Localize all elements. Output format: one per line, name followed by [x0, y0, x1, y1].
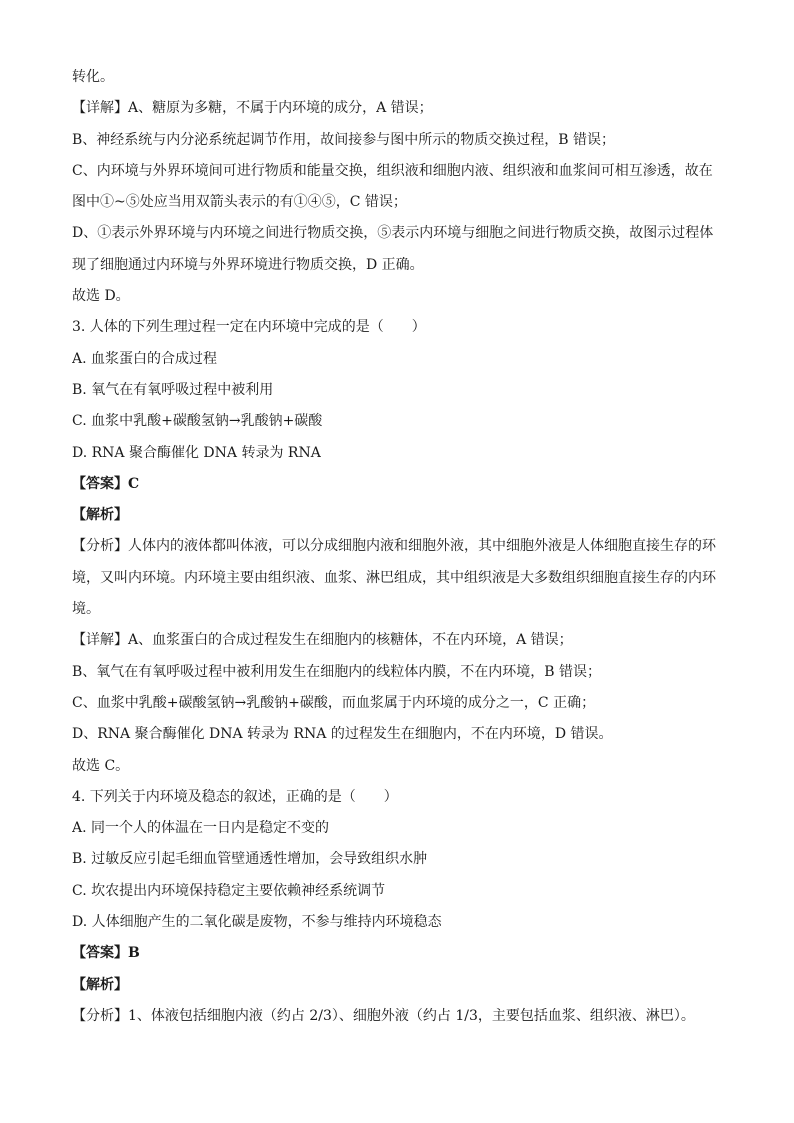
answer-label: 【答案】C	[72, 475, 140, 492]
text-line: D、RNA 聚合酶催化 DNA 转录为 RNA 的过程发生在细胞内，不在内环境，D 错误。	[72, 726, 613, 743]
analysis-label: 【解析】	[72, 976, 128, 993]
text-line: 故选 C。	[72, 757, 130, 774]
question-stem: 4. 下列关于内环境及稳态的叙述，正确的是（ ）	[72, 788, 398, 805]
text-line: 境，又叫内环境。内环境主要由组织液、血浆、淋巴组成，其中组织液是大多数组织细胞直接生存的内环	[72, 569, 716, 586]
option-b: B. 氧气在有氧呼吸过程中被利用	[72, 381, 274, 398]
text-line: C、血浆中乳酸+碳酸氢钠→乳酸钠+碳酸，而血浆属于内环境的成分之一，C 正确；	[72, 694, 596, 711]
text-line: B、氧气在有氧呼吸过程中被利用发生在细胞内的线粒体内膜，不在内环境，B 错误；	[72, 663, 602, 680]
option-d: D. 人体细胞产生的二氧化碳是废物，不参与维持内环境稳态	[72, 914, 442, 931]
text-line: 【详解】A、糖原为多糖，不属于内环境的成分，A 错误；	[72, 100, 433, 117]
option-b: B. 过敏反应引起毛细血管壁通透性增加，会导致组织水肿	[72, 851, 428, 868]
text-line: 【详解】A、血浆蛋白的合成过程发生在细胞内的核糖体，不在内环境，A 错误；	[72, 632, 573, 649]
text-line: 故选 D。	[72, 288, 130, 305]
option-a: A. 血浆蛋白的合成过程	[72, 350, 218, 367]
text-line: D、①表示外界环境与内环境之间进行物质交换，⑤表示内环境与细胞之间进行物质交换，故图示过程体	[72, 225, 714, 242]
document-page	[72, 62, 722, 1032]
option-a: A. 同一个人的体温在一日内是稳定不变的	[72, 820, 330, 837]
text-line: 图中①~⑤处应当用双箭头表示的有①④⑤，C 错误；	[72, 194, 407, 211]
text-line: 现了细胞通过内环境与外界环境进行物质交换，D 正确。	[72, 256, 424, 273]
text-line: 转化。	[72, 69, 114, 85]
question-stem: 3. 人体的下列生理过程一定在内环境中完成的是（ ）	[72, 319, 426, 336]
text-line: 【分析】人体内的液体都叫体液，可以分成细胞内液和细胞外液，其中细胞外液是人体细胞直接生存的环	[72, 538, 716, 555]
option-d: D. RNA 聚合酶催化 DNA 转录为 RNA	[72, 444, 321, 461]
analysis-label: 【解析】	[72, 507, 128, 524]
answer-label: 【答案】B	[72, 945, 140, 962]
text-line: B、神经系统与内分泌系统起调节作用，故间接参与图中所示的物质交换过程，B 错误；	[72, 131, 616, 148]
text-line: C、内环境与外界环境间可进行物质和能量交换，组织液和细胞内液、组织液和血浆间可相互渗透，故在	[72, 162, 713, 179]
text-line: 【分析】1、体液包括细胞内液（约占 2/3）、细胞外液（约占 1/3，主要包括血浆、组织液、淋巴）。	[72, 1007, 695, 1024]
option-c: C. 坎农提出内环境保持稳定主要依赖神经系统调节	[72, 882, 386, 899]
text-line: 境。	[72, 601, 100, 618]
option-c: C. 血浆中乳酸+碳酸氢钠→乳酸钠+碳酸	[72, 413, 323, 430]
